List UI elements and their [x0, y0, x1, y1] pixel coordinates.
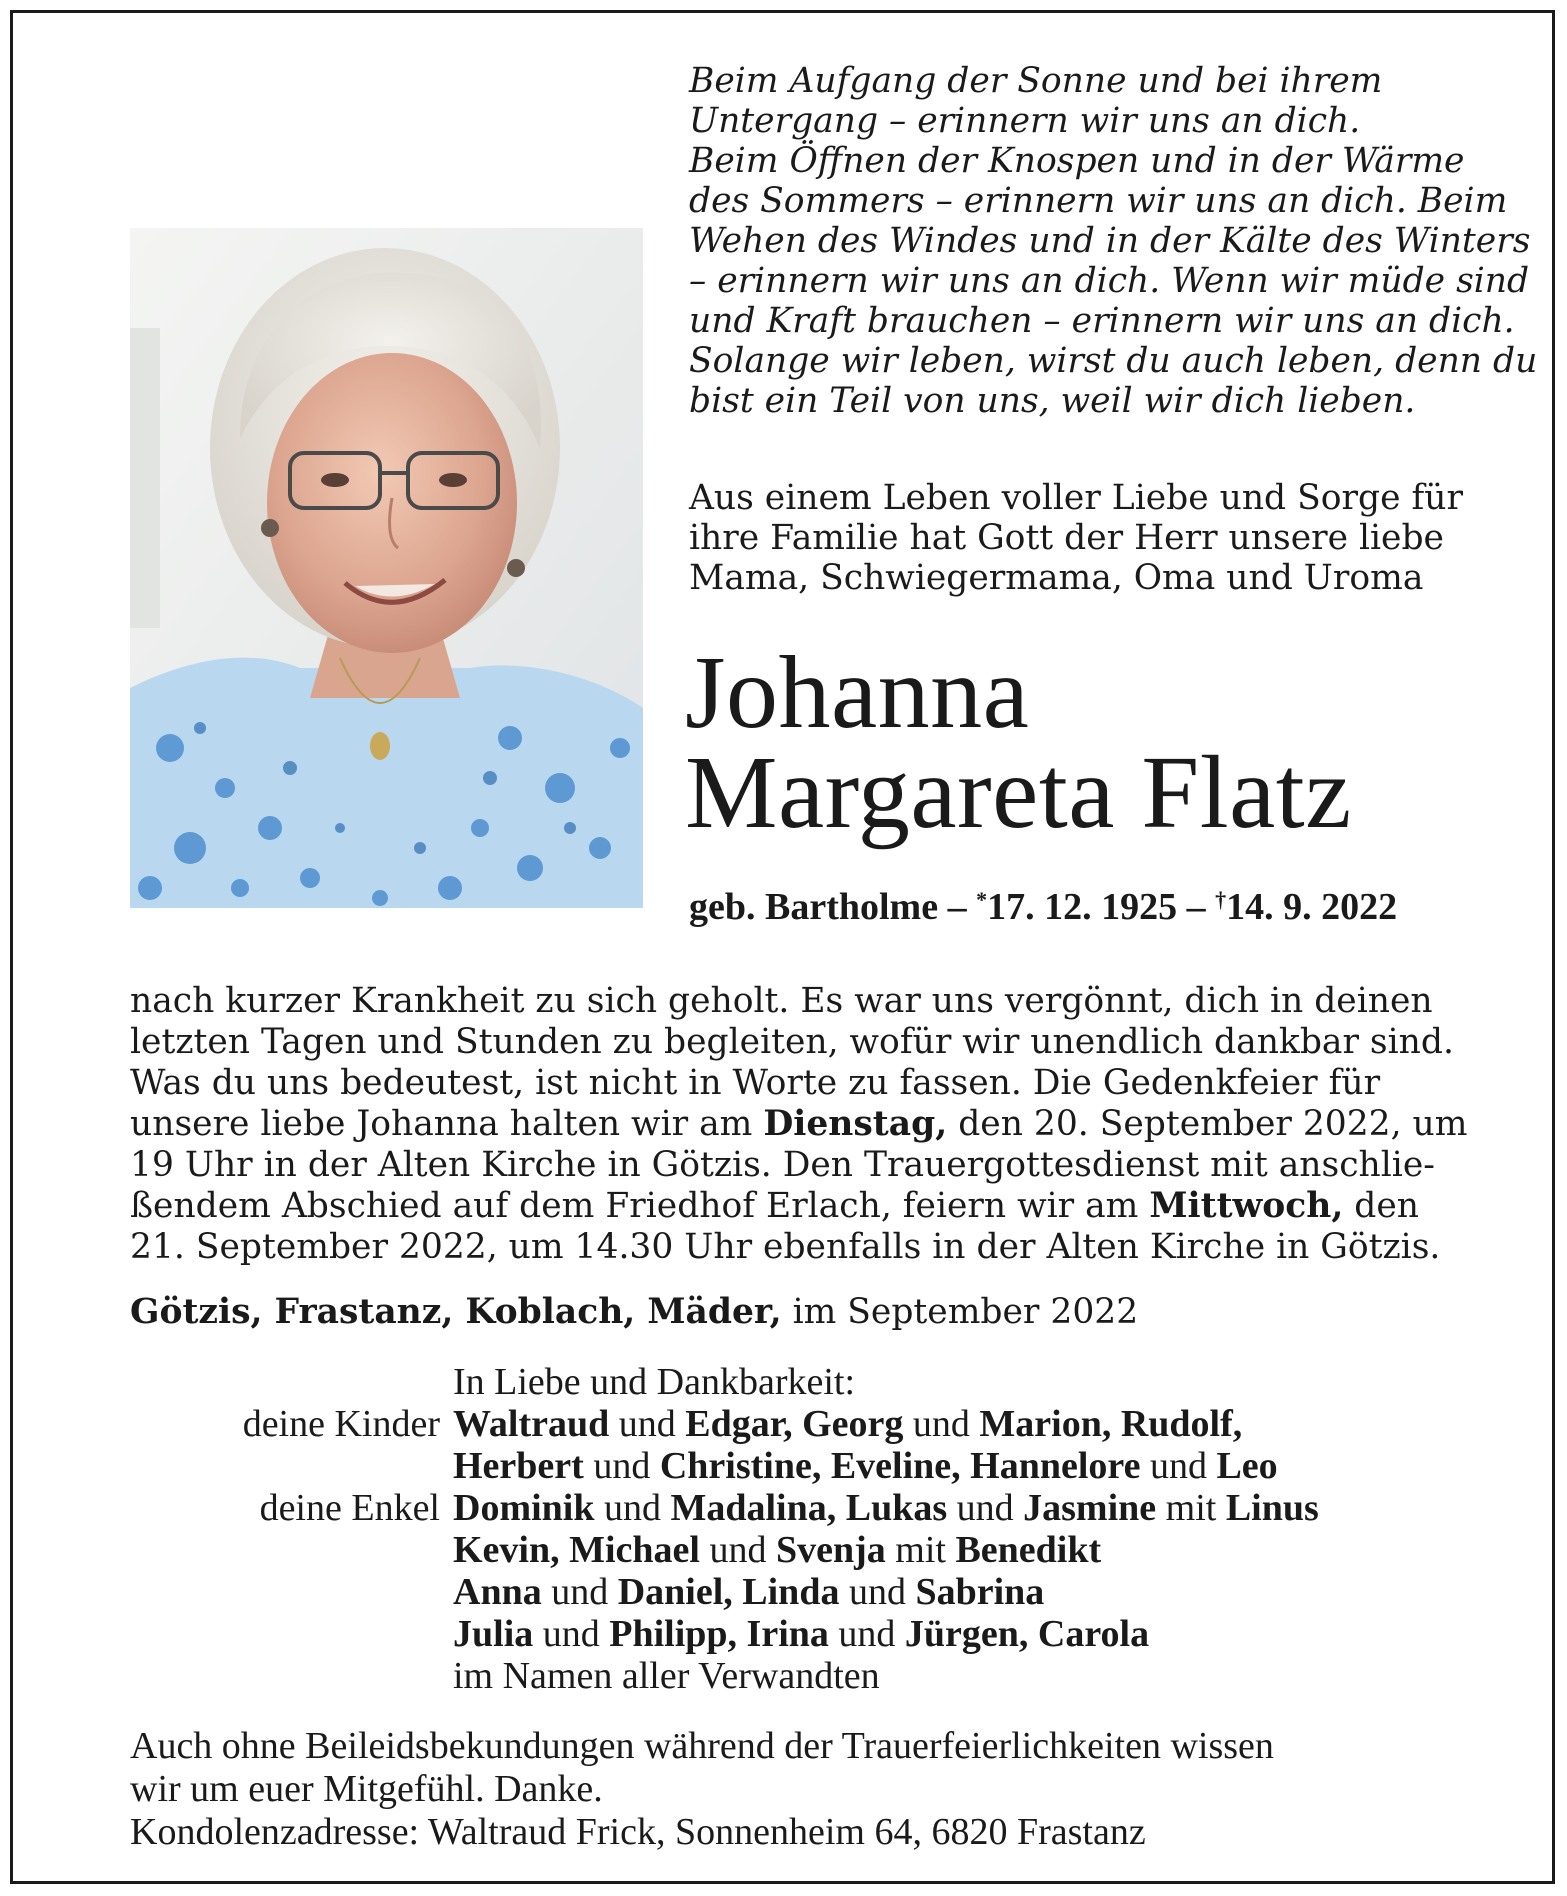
connector-word: und — [541, 1571, 618, 1613]
signature-heading: In Liebe und Dankbarkeit: — [453, 1361, 856, 1403]
first-name: Johanna — [685, 635, 1030, 750]
birth-date: 17. 12. 1925 — [987, 886, 1178, 928]
grandchildren-line — [453, 1613, 1503, 1655]
portrait-photo — [130, 228, 643, 908]
family-member-name: Svenja — [775, 1529, 886, 1571]
family-member-name: Anna — [453, 1571, 542, 1613]
funeral-day: Mittwoch, — [1149, 1186, 1344, 1226]
birth-symbol: * — [976, 887, 988, 912]
grandchildren-label: deine Enkel — [259, 1487, 440, 1529]
towns: Götzis, Frastanz, Koblach, Mäder, — [130, 1292, 782, 1332]
family-member-name: Dominik — [453, 1487, 595, 1529]
connector-word: und — [583, 1445, 660, 1487]
death-date: 14. 9. 2022 — [1226, 886, 1398, 928]
connector-word: und — [699, 1529, 776, 1571]
family-member-name: Jasmine — [1023, 1487, 1157, 1529]
portrait-illustration — [130, 228, 643, 908]
life-dates — [689, 878, 1489, 929]
obituary-notice — [10, 10, 1555, 1884]
family-member-name: Kevin, Michael — [453, 1529, 700, 1571]
relatives-line: im Namen aller Verwandten — [453, 1655, 880, 1697]
children-line — [453, 1445, 1503, 1487]
children-line — [453, 1403, 1503, 1445]
ceremony-text-part: den 21. September 2022, um 14.30 Uhr ebenfalls in der Alten Kirche in Götzis. — [130, 1186, 1441, 1267]
family-member-name: Philipp, Irina — [609, 1613, 829, 1655]
grandchildren-line — [453, 1529, 1503, 1571]
connector-word: und — [609, 1403, 686, 1445]
family-member-name: Madalina, Lukas — [670, 1487, 948, 1529]
grandchildren-line — [453, 1571, 1503, 1613]
intro-text: Aus einem Leben voller Liebe und Sorge für ihre Familie hat Gott der Herr unsere liebe Mama, Schwiegermama, Oma und Uroma — [689, 478, 1463, 598]
connector-word: und — [594, 1487, 671, 1529]
family-member-name: Jürgen, Carola — [904, 1613, 1150, 1655]
family-member-name: Linus — [1225, 1487, 1319, 1529]
middle-and-last-name: Margareta Flatz — [685, 735, 1352, 850]
deceased-name — [685, 635, 1505, 850]
connector-word: und — [903, 1403, 980, 1445]
month-year: im September 2022 — [781, 1292, 1139, 1332]
connector-word: und — [828, 1613, 905, 1655]
family-member-name: Waltraud — [453, 1403, 610, 1445]
connector-word: mit — [1156, 1487, 1226, 1529]
connector-word: und — [533, 1613, 610, 1655]
connector-word: und — [947, 1487, 1024, 1529]
children-label: deine Kinder — [242, 1403, 440, 1445]
closing-text: Auch ohne Beileidsbekundungen während der Trauerfeierlichkeiten wissen wir um euer Mitgefühl. Danke. Kondolenzadresse: Waltraud Frick, Sonnenheim 64, 6820 Frastanz — [130, 1725, 1274, 1853]
family-member-name: Christine, Eveline, Hannelore — [659, 1445, 1141, 1487]
family-member-name: Marion, Rudolf, — [979, 1403, 1243, 1445]
places-and-date — [130, 1291, 1330, 1333]
family-member-name: Benedikt — [955, 1529, 1102, 1571]
connector-word: mit — [885, 1529, 956, 1571]
ceremony-text-part: nach kurzer Krankheit zu sich geholt. Es war uns vergönnt, dich in deinen letzten Tagen und Stunden zu begleiten, wofür wir unendlich dankbar sind. Was du uns bedeutest, ist nicht in Worte zu fassen. Die Gedenkfeier für unsere liebe Johanna halten wir am — [130, 981, 1454, 1144]
family-member-name: Edgar, Georg — [685, 1403, 904, 1445]
dash: – — [938, 886, 977, 928]
family-member-name: Herbert — [453, 1445, 584, 1487]
connector-word: und — [839, 1571, 916, 1613]
maiden-name: geb. Bartholme — [689, 886, 939, 928]
memorial-poem: Beim Aufgang der Sonne und bei ihrem Untergang – erinnern wir uns an dich. Beim Öffnen der Knospen und in der Wärme des Sommers – erinnern wir uns an dich. Beim Wehen des Windes und in der Kälte des Winters – erinnern wir uns an dich. Wenn wir müde sind und Kraft brauchen – erinnern wir uns an dich. Solange wir leben, wirst du auch leben, denn du bist ein Teil von uns, weil wir dich lieben. — [689, 61, 1538, 421]
family-member-name: Leo — [1216, 1445, 1278, 1487]
death-symbol: † — [1215, 887, 1227, 912]
dash: – — [1177, 886, 1216, 928]
ceremony-text-part: den 20. September 2022, um 19 Uhr in der Alten Kirche in Götzis. Den Trauergottesdienst mit anschlie- ßendem Abschied auf dem Friedhof Erlach, feiern wir am — [130, 1104, 1468, 1226]
family-member-name: Julia — [453, 1613, 534, 1655]
ceremony-day: Dienstag, — [763, 1104, 948, 1144]
family-member-name: Daniel, Linda — [617, 1571, 840, 1613]
signature-block — [453, 1361, 1503, 1697]
family-member-name: Sabrina — [915, 1571, 1045, 1613]
grandchildren-line — [453, 1487, 1503, 1529]
connector-word: und — [1140, 1445, 1217, 1487]
ceremony-text — [130, 981, 1468, 1268]
